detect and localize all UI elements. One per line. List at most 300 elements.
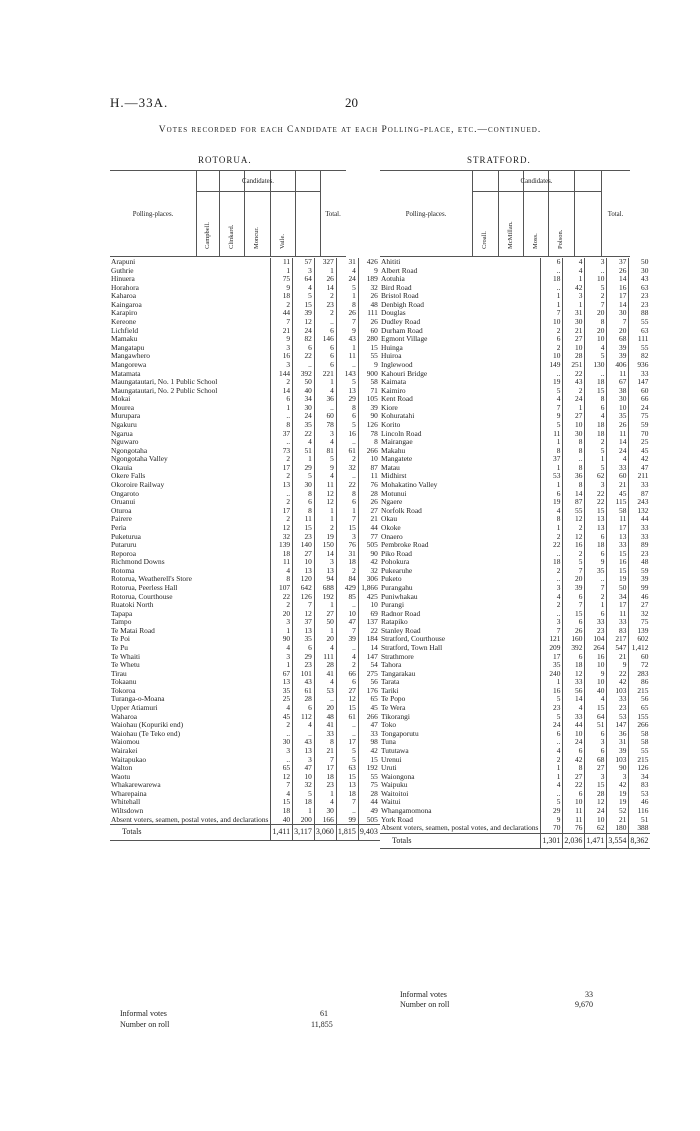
table-row — [110, 327, 380, 336]
vote-cell: 209 — [541, 644, 563, 653]
vote-cell: 9 — [541, 816, 563, 825]
vote-cell: 406 — [607, 361, 629, 370]
vote-cell: 22 — [271, 593, 293, 602]
vote-cell: 688 — [314, 584, 336, 593]
total-cell: 32 — [358, 284, 380, 293]
vote-cell: 28 — [314, 661, 336, 670]
vote-cell: 9 — [271, 284, 293, 293]
total-cell: 266 — [358, 447, 380, 456]
vote-cell: 19 — [541, 498, 563, 507]
vote-cell: 392 — [563, 644, 585, 653]
total-cell: 126 — [358, 421, 380, 430]
polling-place-cell: Te Poi — [111, 635, 130, 644]
table-row — [110, 738, 380, 747]
table-row — [380, 695, 650, 704]
vote-cell: 4 — [271, 790, 293, 799]
vote-cell: 8 — [585, 395, 607, 404]
vote-cell: 10 — [541, 318, 563, 327]
vote-cell: 1 — [541, 773, 563, 782]
total-cell: 10 — [358, 601, 380, 610]
polling-place-cell: Lichfield — [111, 326, 139, 335]
total-cell: 48 — [358, 301, 380, 310]
table-row — [380, 558, 650, 567]
vote-cell: 18 — [541, 275, 563, 284]
polling-place-cell: Arapuni — [111, 258, 136, 266]
page-number: 20 — [345, 95, 358, 110]
vote-cell: 23 — [293, 533, 315, 542]
vote-cell: 26 — [314, 275, 336, 284]
vote-cell: 2 — [541, 601, 563, 610]
total-cell: 425 — [358, 593, 380, 602]
vote-cell: 6 — [271, 395, 293, 404]
vote-cell: 60 — [314, 412, 336, 421]
total-cell: 89 — [629, 541, 651, 550]
table-row — [380, 309, 650, 318]
polling-place-cell: Ongaroto — [111, 489, 139, 498]
vote-cell: 13 — [271, 678, 293, 687]
rotorua-total-heading: Total. — [325, 211, 341, 218]
vote-cell: 23 — [293, 661, 315, 670]
vote-cell: 3 — [585, 481, 607, 490]
vote-cell: 52 — [607, 807, 629, 816]
document-code: H.—33A. — [110, 95, 169, 110]
page-subtitle: Votes recorded for each Candidate at each Polling-place, etc.—continued. — [158, 125, 542, 135]
table-row — [380, 421, 650, 430]
vote-cell: 31 — [607, 738, 629, 747]
total-cell: 75 — [629, 412, 651, 421]
total-cell: 11 — [358, 472, 380, 481]
vote-cell: 3 — [293, 267, 315, 276]
vote-cell: 23 — [314, 301, 336, 310]
total-cell: 98 — [358, 738, 380, 747]
vote-cell: 9 — [585, 558, 607, 567]
total-cell: 55 — [358, 352, 380, 361]
table-row — [110, 524, 380, 533]
vote-cell: 4 — [336, 653, 358, 662]
table-row — [110, 447, 380, 456]
vote-cell: 2 — [541, 327, 563, 336]
vote-cell: 24 — [541, 721, 563, 730]
vote-cell: 104 — [585, 635, 607, 644]
totals-cell: 2,036 — [563, 833, 585, 849]
vote-cell: 6 — [314, 361, 336, 370]
polling-place-cell: Tokoroa — [111, 686, 136, 695]
vote-cell: 18 — [271, 292, 293, 301]
vote-cell: 1 — [293, 455, 315, 464]
polling-place-cell: Waitoitoi — [381, 789, 409, 798]
vote-cell: 20 — [314, 704, 336, 713]
polling-place-cell: Tariki — [381, 686, 399, 695]
totals-cell: 9,403 — [358, 825, 380, 841]
vote-cell: 17 — [607, 292, 629, 301]
polling-place-cell: Waiongona — [381, 772, 415, 781]
polling-place-cell: Kaimata — [381, 378, 407, 387]
vote-cell: 76 — [336, 541, 358, 550]
vote-cell: 12 — [563, 515, 585, 524]
vote-cell: 4 — [271, 567, 293, 576]
vote-cell: .. — [541, 738, 563, 747]
table-row — [110, 653, 380, 662]
vote-cell: 33 — [607, 541, 629, 550]
vote-cell: 30 — [563, 430, 585, 439]
vote-cell: 3 — [271, 747, 293, 756]
vote-cell: 18 — [585, 430, 607, 439]
vote-cell: .. — [336, 601, 358, 610]
totals-cell: 3,060 — [314, 825, 336, 841]
total-cell: 49 — [358, 807, 380, 816]
polling-place-cell: Toko — [381, 721, 397, 730]
vote-cell: 4 — [293, 721, 315, 730]
total-cell: 51 — [629, 816, 651, 825]
vote-cell: 5 — [314, 455, 336, 464]
stratford-informal-value: 33 — [585, 990, 593, 999]
total-cell: 27 — [629, 601, 651, 610]
vote-cell: 4 — [607, 455, 629, 464]
polling-place-cell: Oturoa — [111, 506, 132, 515]
vote-cell: 1 — [314, 790, 336, 799]
vote-cell: 68 — [585, 756, 607, 765]
vote-cell: 20 — [314, 635, 336, 644]
vote-cell: 12 — [293, 318, 315, 327]
vote-cell: 6 — [585, 730, 607, 739]
vote-cell: 8 — [563, 464, 585, 473]
table-row — [110, 370, 380, 379]
vote-cell: 10 — [563, 798, 585, 807]
stratford-number-on-roll — [400, 1000, 630, 1012]
vote-cell: 6 — [314, 352, 336, 361]
table-row — [110, 395, 380, 404]
total-cell: 82 — [629, 352, 651, 361]
table-row — [110, 267, 380, 276]
stratford-title: STRATFORD. — [467, 155, 531, 165]
total-cell: 33 — [629, 370, 651, 379]
table-row — [380, 678, 650, 687]
vote-cell: 7 — [271, 318, 293, 327]
total-cell: 24 — [629, 404, 651, 413]
table-row — [110, 421, 380, 430]
vote-cell: 15 — [293, 301, 315, 310]
polling-place-cell: Kohuratahi — [381, 412, 415, 421]
total-cell: 26 — [358, 318, 380, 327]
polling-place-cell: Wharepaina — [111, 789, 147, 798]
table-row — [110, 687, 380, 696]
vote-cell: 11 — [563, 807, 585, 816]
vote-cell: 19 — [314, 533, 336, 542]
vote-cell: 6 — [541, 335, 563, 344]
vote-cell: 37 — [541, 455, 563, 464]
vote-cell: 81 — [314, 447, 336, 456]
polling-place-cell: Lincoln Road — [381, 429, 422, 438]
polling-place-cell: Oruanui — [111, 498, 136, 507]
vote-cell: 39 — [293, 309, 315, 318]
table-row — [110, 713, 380, 722]
stratford-table-header — [380, 170, 630, 257]
vote-cell: 6 — [293, 498, 315, 507]
vote-cell: 1 — [314, 601, 336, 610]
vote-cell: 30 — [271, 738, 293, 747]
polling-place-cell: Karapiro — [111, 309, 138, 318]
vote-cell: 143 — [336, 370, 358, 379]
vote-cell: 4 — [314, 472, 336, 481]
total-cell: 505 — [358, 541, 380, 550]
table-row — [110, 533, 380, 542]
vote-cell: 48 — [314, 713, 336, 722]
vote-cell: .. — [271, 730, 293, 739]
total-cell: 53 — [629, 790, 651, 799]
vote-cell: 24 — [607, 447, 629, 456]
vote-cell: .. — [336, 730, 358, 739]
vote-cell: 40 — [271, 816, 293, 825]
polling-place-cell: Waitapukao — [111, 755, 147, 764]
table-row — [110, 490, 380, 499]
polling-place-cell: Rotorua, Courthouse — [111, 592, 173, 601]
total-cell: 75 — [629, 618, 651, 627]
vote-cell: 1 — [336, 507, 358, 516]
vote-cell: 23 — [314, 781, 336, 790]
vote-cell: 44 — [563, 721, 585, 730]
polling-place-cell: Mangawhero — [111, 352, 150, 361]
vote-cell: 12 — [563, 533, 585, 542]
vote-cell: 8 — [336, 301, 358, 310]
vote-cell: 21 — [607, 481, 629, 490]
table-row — [110, 704, 380, 713]
vote-cell: 18 — [585, 541, 607, 550]
table-row — [380, 438, 650, 447]
vote-cell: 14 — [607, 301, 629, 310]
vote-cell: 16 — [585, 653, 607, 662]
vote-cell: 14 — [563, 490, 585, 499]
polling-place-cell: Pohokura — [381, 558, 410, 567]
polling-place-cell: Pembroke Road — [381, 541, 429, 550]
vote-cell: 5 — [336, 756, 358, 765]
polling-place-cell: Rotorua, Peerless Hall — [111, 583, 178, 592]
vote-cell: 27 — [336, 687, 358, 696]
stratford-votes-table — [380, 258, 650, 849]
vote-cell: 1 — [563, 301, 585, 310]
vote-cell: 5 — [293, 292, 315, 301]
vote-cell: 12 — [271, 773, 293, 782]
vote-cell: 13 — [314, 567, 336, 576]
vote-cell: 2 — [271, 515, 293, 524]
vote-cell: 2 — [314, 524, 336, 533]
polling-place-cell: Tirau — [111, 669, 127, 678]
vote-cell: 85 — [336, 593, 358, 602]
vote-cell: 21 — [607, 653, 629, 662]
vote-cell: 94 — [314, 575, 336, 584]
total-cell: 42 — [358, 558, 380, 567]
vote-cell: 11 — [293, 515, 315, 524]
vote-cell: 6 — [585, 404, 607, 413]
vote-cell: 24 — [293, 327, 315, 336]
vote-cell: 70 — [541, 824, 563, 833]
vote-cell: 10 — [293, 558, 315, 567]
vote-cell: 12 — [271, 524, 293, 533]
vote-cell: 547 — [607, 644, 629, 653]
total-cell: 505 — [358, 816, 380, 825]
table-row — [110, 541, 380, 550]
polling-place-cell: Ngaere — [381, 498, 403, 507]
total-cell: 306 — [358, 575, 380, 584]
vote-cell: 26 — [607, 421, 629, 430]
table-row — [380, 318, 650, 327]
vote-cell: 6 — [314, 327, 336, 336]
vote-cell: 11 — [271, 258, 293, 267]
vote-cell: 8 — [541, 447, 563, 456]
table-row — [380, 567, 650, 576]
vote-cell: 126 — [293, 593, 315, 602]
vote-cell: 4 — [585, 344, 607, 353]
total-cell: 211 — [629, 472, 651, 481]
vote-cell: 7 — [336, 318, 358, 327]
polling-place-cell: Puketo — [381, 575, 402, 584]
vote-cell: 3 — [271, 361, 293, 370]
rotorua-roll-value: 11,855 — [311, 1020, 333, 1029]
vote-cell: 2 — [271, 472, 293, 481]
vote-cell: 2 — [271, 601, 293, 610]
polling-place-cell: Horahora — [111, 283, 139, 292]
polling-place-cell: Waiohau (Kopuriki end) — [111, 721, 184, 730]
vote-cell: 1 — [541, 292, 563, 301]
vote-cell: 8 — [541, 515, 563, 524]
table-row — [110, 661, 380, 670]
vote-cell: 4 — [541, 747, 563, 756]
vote-cell: .. — [336, 721, 358, 730]
vote-cell: 22 — [293, 352, 315, 361]
polling-place-cell: Huiroa — [381, 352, 402, 361]
stratford-candidates-heading: Candidates. — [520, 178, 553, 185]
vote-cell: 8 — [314, 738, 336, 747]
total-cell: 126 — [629, 764, 651, 773]
polling-place-cell: Hinuera — [111, 275, 135, 284]
total-cell: 46 — [629, 593, 651, 602]
vote-cell: .. — [541, 575, 563, 584]
vote-cell: 3 — [541, 618, 563, 627]
vote-cell: 8 — [585, 318, 607, 327]
vote-cell: 34 — [607, 593, 629, 602]
vote-cell: .. — [314, 404, 336, 413]
vote-cell: 19 — [607, 798, 629, 807]
polling-place-cell: Richmond Downs — [111, 558, 165, 567]
total-cell: 137 — [358, 618, 380, 627]
polling-place-cell: Stanley Road — [381, 626, 421, 635]
total-cell: 111 — [358, 309, 380, 318]
vote-cell: 15 — [585, 387, 607, 396]
vote-cell: 21 — [563, 327, 585, 336]
total-cell: 48 — [629, 558, 651, 567]
polling-place-cell: Okere Falls — [111, 472, 146, 481]
vote-cell: 3 — [271, 618, 293, 627]
total-cell: 69 — [358, 610, 380, 619]
polling-place-cell: Midhirst — [381, 472, 407, 481]
vote-cell: 642 — [293, 584, 315, 593]
vote-cell: 17 — [541, 653, 563, 662]
polling-place-cell: Ratapiko — [381, 618, 408, 627]
total-cell: 14 — [358, 644, 380, 653]
vote-cell: 14 — [607, 275, 629, 284]
polling-place-cell: Mourea — [111, 403, 134, 412]
polling-place-cell: Uruti — [381, 764, 397, 773]
table-row — [380, 335, 650, 344]
table-row — [380, 472, 650, 481]
total-cell: 9 — [358, 361, 380, 370]
vote-cell: 13 — [585, 515, 607, 524]
vote-cell: 2 — [336, 455, 358, 464]
total-cell: 42 — [358, 747, 380, 756]
vote-cell: 4 — [314, 387, 336, 396]
vote-cell: 61 — [336, 713, 358, 722]
rotorua-number-on-roll — [120, 1020, 350, 1032]
table-row — [380, 361, 650, 370]
polling-place-cell: Tikorangi — [381, 712, 410, 721]
table-row — [380, 773, 650, 782]
table-row — [110, 721, 380, 730]
table-row — [380, 627, 650, 636]
table-row — [380, 635, 650, 644]
vote-cell: 2 — [271, 721, 293, 730]
rotorua-candidate-4: Vaile. — [279, 234, 286, 249]
table-row — [380, 498, 650, 507]
rotorua-title: ROTORUA. — [198, 155, 252, 165]
vote-cell: 21 — [271, 327, 293, 336]
polling-place-cell: Tarata — [381, 678, 400, 687]
table-row — [110, 498, 380, 507]
total-cell: 1,412 — [629, 644, 651, 653]
vote-cell: 61 — [293, 687, 315, 696]
vote-cell: 36 — [563, 472, 585, 481]
vote-cell: 78 — [314, 421, 336, 430]
table-row — [380, 653, 650, 662]
polling-place-cell: Aotuhia — [381, 275, 405, 284]
vote-cell: 5 — [293, 472, 315, 481]
vote-cell: 1 — [271, 661, 293, 670]
total-cell: 266 — [629, 721, 651, 730]
vote-cell: 1 — [271, 627, 293, 636]
total-cell: 46 — [629, 798, 651, 807]
total-cell: 147 — [629, 378, 651, 387]
total-cell: 283 — [629, 670, 651, 679]
polling-place-cell: Tokaanu — [111, 678, 137, 687]
polling-place-cell: Nguwaro — [111, 438, 139, 447]
vote-cell: 4 — [563, 258, 585, 267]
total-cell: 75 — [358, 781, 380, 790]
vote-cell: 1 — [271, 267, 293, 276]
vote-cell: 327 — [314, 258, 336, 267]
vote-cell: 111 — [314, 653, 336, 662]
vote-cell: 4 — [541, 593, 563, 602]
vote-cell: 2 — [271, 455, 293, 464]
vote-cell: 39 — [563, 584, 585, 593]
vote-cell: 3 — [271, 653, 293, 662]
total-cell: 26 — [358, 292, 380, 301]
polling-place-cell: Mamaku — [111, 335, 138, 344]
table-row — [110, 309, 380, 318]
vote-cell: 20 — [563, 575, 585, 584]
vote-cell: .. — [585, 267, 607, 276]
table-row — [110, 258, 380, 267]
total-cell: 55 — [629, 318, 651, 327]
table-row — [380, 798, 650, 807]
totals-label: Totals — [380, 833, 541, 849]
polling-place-cell: Absent voters, seamen, postal votes, and declarations — [111, 815, 269, 824]
vote-cell: 18 — [585, 421, 607, 430]
vote-cell: 8 — [336, 490, 358, 499]
total-cell: 72 — [629, 661, 651, 670]
vote-cell: 11 — [314, 481, 336, 490]
polling-place-cell: Mokai — [111, 395, 131, 404]
vote-cell: 2 — [271, 301, 293, 310]
vote-cell: 90 — [271, 635, 293, 644]
vote-cell: 4 — [541, 507, 563, 516]
